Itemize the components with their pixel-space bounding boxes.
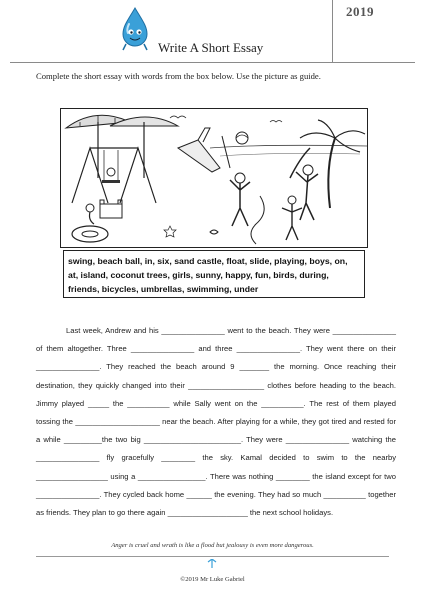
essay-passage xyxy=(36,322,396,522)
instructions: Complete the short essay with words from the box below. Use the picture as guide. xyxy=(36,71,321,81)
worksheet-title: Write A Short Essay xyxy=(158,40,264,55)
footer-divider xyxy=(36,556,389,557)
essay-text: Last week, Andrew and his _______________ went to the beach. They were _______________ of them altogether. Three _______________ and three _______________. They went there on their _______________. They reached the beach around 9 _______ the morning. Once reaching their destination, they quickly changed into their __________________ clothes before heading to the beach. Jimmy played _____ the __________ while Sally went on the __________. The rest of them played tossing the ____________________ near the beach. After playing for a while, they got tired and rested for a while _________the two big _______________________. They were _______________ watching the _______________ fly gracefully ________ the sky. Kamal decided to swim to the nearby _________________ using a ________________. There was nothing ________ the island except for two _______________. They cycled back home ______ the evening. They had so much __________ together as friends. They plan to go there again ___________________ the next school holidays. xyxy=(36,326,396,518)
word-box-text: swing, beach ball, in, six, sand castle, float, slide, playing, boys, on, at, island, coconut trees, girls, sunny, happy, fun, birds, during, friends, bicycles, umbrellas, swimming, under xyxy=(68,256,348,294)
copyright-footer: ©2019 Mr Luke Gabriel xyxy=(180,576,245,583)
header-divider xyxy=(10,62,415,63)
year-label: 2019 xyxy=(346,4,374,19)
beach-scene-illustration xyxy=(60,108,368,248)
header-vertical-divider xyxy=(332,0,333,62)
quote-text: Anger is cruel and wrath is like a flood but jealousy is even more dangerous. xyxy=(111,542,314,549)
water-drop-mascot-icon xyxy=(118,6,152,52)
word-box xyxy=(63,250,365,298)
ornament-icon xyxy=(206,559,218,568)
